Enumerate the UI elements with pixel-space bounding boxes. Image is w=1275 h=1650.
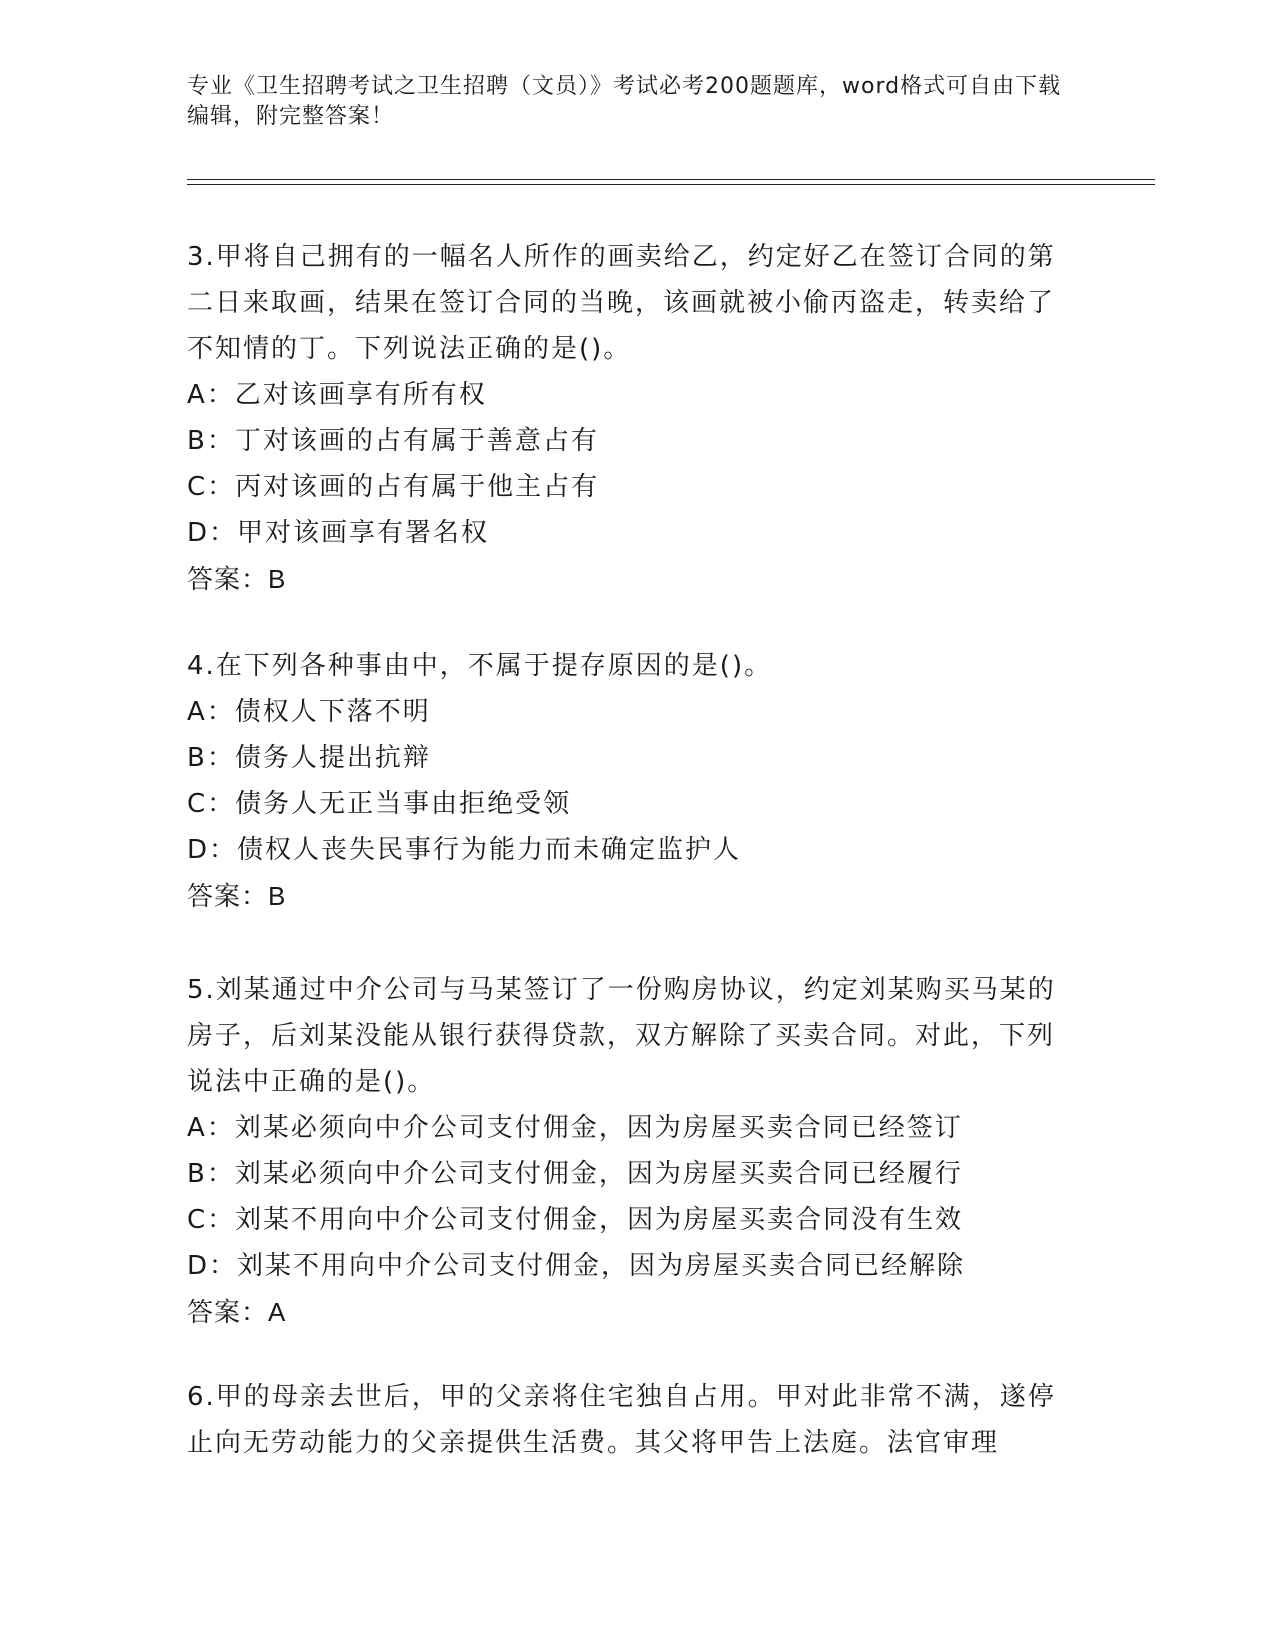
option-b: B：刘某必须向中介公司支付佣金，因为房屋买卖合同已经履行 [187, 1159, 963, 1189]
answer-text: 答案：A [187, 1297, 287, 1327]
option-c: C：债务人无正当事由拒绝受领 [187, 789, 572, 819]
option-c: C：丙对该画的占有属于他主占有 [187, 472, 600, 502]
question-5 [187, 967, 1067, 1335]
header-rule-top [187, 179, 1155, 180]
option-b: B：丁对该画的占有属于善意占有 [187, 426, 599, 456]
question-stem: 6.甲的母亲去世后，甲的父亲将住宅独自占用。甲对此非常不满，遂停止向无劳动能力的父亲提供生活费。其父将甲告上法庭。法官审理 [187, 1382, 1056, 1458]
question-3 [187, 234, 1067, 602]
answer-text: 答案：B [187, 881, 287, 911]
option-c: C：刘某不用向中介公司支付佣金，因为房屋买卖合同没有生效 [187, 1205, 964, 1235]
option-a: A：刘某必须向中介公司支付佣金，因为房屋买卖合同已经签订 [187, 1113, 963, 1143]
question-stem: 3.甲将自己拥有的一幅名人所作的画卖给乙，约定好乙在签订合同的第二日来取画，结果在签订合同的当晚，该画就被小偷丙盗走，转卖给了不知情的丁。下列说法正确的是()。 [187, 242, 1056, 364]
header-rule-bottom [187, 184, 1155, 185]
question-6 [187, 1374, 1067, 1466]
option-a: A：债权人下落不明 [187, 697, 431, 727]
question-stem: 5.刘某通过中介公司与马某签订了一份购房协议，约定刘某购买马某的房子，后刘某没能从银行获得贷款，双方解除了买卖合同。对此，下列说法中正确的是()。 [187, 975, 1056, 1097]
option-d: D：刘某不用向中介公司支付佣金，因为房屋买卖合同已经解除 [187, 1251, 966, 1281]
option-a: A：乙对该画享有所有权 [187, 380, 487, 410]
option-b: B：债务人提出抗辩 [187, 743, 431, 773]
option-d: D：甲对该画享有署名权 [187, 518, 490, 548]
option-d: D：债权人丧失民事行为能力而未确定监护人 [187, 835, 742, 865]
answer-text: 答案：B [187, 564, 287, 594]
question-stem: 4.在下列各种事由中，不属于提存原因的是()。 [187, 651, 773, 681]
document-header: 专业《卫生招聘考试之卫生招聘（文员）》考试必考200题题库，word格式可自由下载编辑，附完整答案！ [187, 74, 1062, 129]
question-4 [187, 643, 1067, 919]
